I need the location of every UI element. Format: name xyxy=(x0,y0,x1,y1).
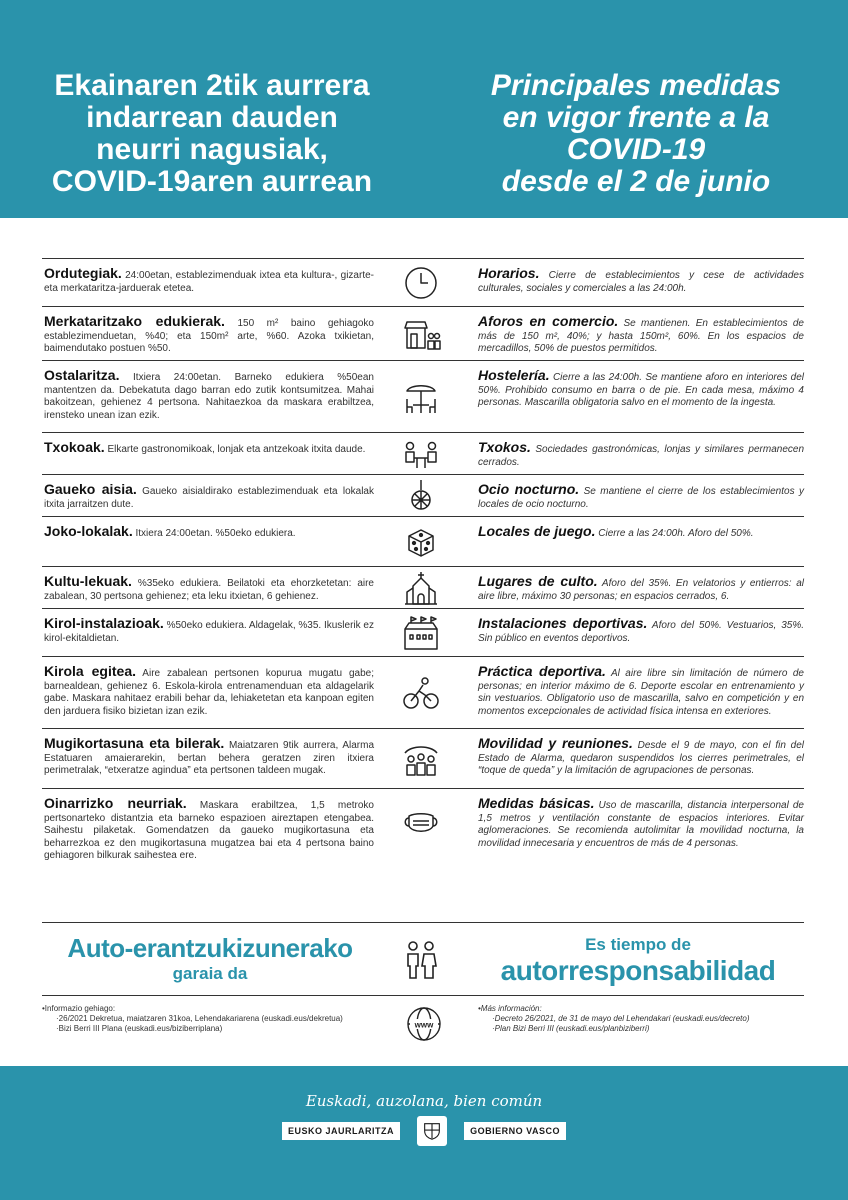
measure-row xyxy=(42,306,804,360)
measure-text: Maskara erabiltzea, 1,5 metroko pertsonarteko distantzia eta barneko espazioen aireztapen etengabea. Saihestu pilaketak. Gomendatzen da gaueko mugikortasuna eta beharrezkoa ez den mugikortasuna mugatzea bai eta 4 pertsona baino gehiagoren bilkurak saihestea ere. xyxy=(44,800,374,861)
measure-row xyxy=(42,788,804,861)
measure-title: Ostalaritza. xyxy=(44,367,120,383)
footer-banner xyxy=(0,1066,848,1200)
globe-www-icon xyxy=(404,1004,444,1044)
more-info-line: ·Bizi Berri III Plana (euskadi.eus/biziberriplana) xyxy=(56,1024,223,1033)
measure-spanish xyxy=(478,665,804,718)
measure-title: Gaueko aisia. xyxy=(44,481,137,497)
self-responsibility-basque: Auto-erantzukizunerako garaia da xyxy=(67,933,353,983)
measure-basque xyxy=(44,369,374,422)
title-spanish: Principales medidas en vigor frente a la COVID-19 desde el 2 de junio xyxy=(490,69,782,198)
measure-basque xyxy=(44,441,374,457)
more-info-line: ·26/2021 Dekretua, maiatzaren 31koa, Lehendakariarena (euskadi.eus/dekretua) xyxy=(56,1014,343,1023)
measures-list xyxy=(42,258,804,861)
measure-spanish xyxy=(478,441,804,469)
group-icon xyxy=(388,729,454,788)
measure-row xyxy=(42,474,804,516)
measure-row xyxy=(42,566,804,608)
measure-text: Aforo del 35%. En velatorios y entierros: al aire libre, máximo 30 personas; en espacios cerrados, 6. xyxy=(478,578,804,602)
dice-icon xyxy=(388,517,454,566)
gov-name-basque: EUSKO JAURLARITZA xyxy=(282,1122,400,1140)
terrace-icon xyxy=(388,361,454,432)
measure-text: Aforo del 50%. Vestuarios, 35%. Sin público en eventos deportivos. xyxy=(478,620,804,644)
measure-spanish xyxy=(478,575,804,603)
measure-title: Kirol-instalazioak. xyxy=(44,615,164,631)
measure-row xyxy=(42,360,804,432)
stadium-icon xyxy=(388,609,454,656)
measure-text: Cierre a las 24:00h. Se mantiene aforo en interiores del 50%. Prohibido consumo en barra o de pie. En cada mesa, máximo 4 personas. Mascarilla obligatoria salvo en el momento de la ingesta. xyxy=(478,372,804,408)
more-info-spanish: •Más información: ·Decreto 26/2021, de 31 de mayo del Lehendakari (euskadi.eus/decreto) ·Plan Bizi Berri III (euskadi.eus/planbiziberri) xyxy=(478,1004,804,1034)
measure-title: Joko-lokalak. xyxy=(44,523,133,539)
two-people-icon xyxy=(388,923,454,995)
measure-spanish xyxy=(478,617,804,645)
coat-of-arms-icon xyxy=(417,1116,447,1146)
slogan: Euskadi, auzolana, bien común xyxy=(305,1092,543,1110)
measure-text: Itxiera 24:00etan. %50eko edukiera. xyxy=(132,528,296,539)
measure-title: Txokoak. xyxy=(44,439,105,455)
measure-title: Movilidad y reuniones. xyxy=(478,735,633,751)
measure-title: Locales de juego. xyxy=(478,523,596,539)
more-info-line: ·Decreto 26/2021, de 31 de mayo del Lehendakari (euskadi.eus/decreto) xyxy=(492,1014,750,1023)
measure-basque xyxy=(44,575,374,603)
measure-title: Merkataritzako edukierak. xyxy=(44,313,225,329)
measure-title: Ocio nocturno. xyxy=(478,481,580,497)
measure-title: Instalaciones deportivas. xyxy=(478,615,648,631)
measure-row xyxy=(42,728,804,788)
cyclist-icon xyxy=(388,657,454,728)
measure-text: 24:00etan, establezimenduak ixtea eta kultura-, gizarte- eta merkataritza-jarduerak etetea. xyxy=(44,270,374,294)
measure-basque xyxy=(44,737,374,778)
measure-basque xyxy=(44,483,374,511)
measure-basque xyxy=(44,797,374,863)
measure-text: Maiatzaren 9tik aurrera, Alarma Estatuaren amaierarekin, bertan behera geratzen ziren itxiera perimetralak, “etxeratze agindua” eta pertsonen taldeen mugak. xyxy=(44,740,374,776)
measure-spanish xyxy=(478,737,804,778)
title-basque: Ekainaren 2tik aurrera indarrean dauden neurri nagusiak, COVID-19aren aurrean xyxy=(51,69,373,198)
svg-text:www: www xyxy=(414,1020,434,1030)
more-info-line: ·Plan Bizi Berri III (euskadi.eus/planbiziberri) xyxy=(492,1024,650,1033)
measure-row xyxy=(42,516,804,566)
measure-text: Al aire libre sin limitación de número de personas; en interior máximo de 6. Deporte escolar en entrenamiento y sin vestuarios. Obligatorio uso de mascarilla, salvo en competición y en momentos excepcionales de actividad física intensa en exteriores. xyxy=(478,668,804,717)
more-info-basque: •Informazio gehiago: ·26/2021 Dekretua, maiatzaren 31koa, Lehendakariarena (euskadi.eus/dekretua) ·Bizi Berri III Plana (euskadi.eus/biziberriplana) xyxy=(42,1004,372,1034)
measure-spanish xyxy=(478,315,804,356)
measure-title: Ordutegiak. xyxy=(44,265,122,281)
measure-title: Horarios. xyxy=(478,265,540,281)
measure-text: 150 m² baino gehiagoko establezimenduetan, %40; eta 150m² arte, %60. Azoka txikietan, baimendutako postuen %50. xyxy=(44,318,374,354)
measure-basque xyxy=(44,267,374,295)
measure-text: Elkarte gastronomikoak, lonjak eta antzekoak itxita daude. xyxy=(104,444,366,455)
measure-text: Gaueko aisialdirako establezimenduak eta lokalak itxita jarraitzen dute. xyxy=(44,486,374,510)
measure-text: Sociedades gastronómicas, lonjas y similares permanecen cerrados. xyxy=(478,444,804,468)
measure-text: %35eko edukiera. Beilatoki eta ehorzketetan: aire zabalean, 30 pertsona gehienez; eta leku itxietan, 6 gehienez. xyxy=(44,578,374,602)
measure-spanish xyxy=(478,525,804,541)
measure-spanish xyxy=(478,797,804,850)
measure-basque xyxy=(44,315,374,356)
table-people-icon xyxy=(388,433,454,474)
disco-ball-icon xyxy=(388,475,454,516)
measure-text: Cierre a las 24:00h. Aforo del 50%. xyxy=(595,528,754,539)
measure-title: Práctica deportiva. xyxy=(478,663,606,679)
measure-title: Lugares de culto. xyxy=(478,573,598,589)
measure-text: Aire zabalean pertsonen kopurua mugatu gabe; barnealdean, gehienez 6. Eskola-kirola entrenamenduan eta aldagelarik gabe. Maskara nahitaez erabili behar da, lehiaketetan eta kanpoan egiten den jarduera fisiko bizietan izan ezik. xyxy=(44,668,374,717)
mask-icon xyxy=(388,789,454,854)
measure-text: Uso de mascarilla, distancia interpersonal de 1,5 metros y ventilación constante de espacios interiores. Evitar aglomeraciones. Se recomienda autolimitar la movilidad nocturna, la movilidad innecesaria y encuentros de más de 4 personas. xyxy=(478,800,804,849)
shop-icon xyxy=(388,307,454,360)
measure-title: Txokos. xyxy=(478,439,531,455)
government-logo xyxy=(282,1120,566,1142)
clock-icon xyxy=(388,259,454,306)
church-icon xyxy=(388,567,454,608)
measure-title: Kultu-lekuak. xyxy=(44,573,132,589)
measure-row xyxy=(42,258,804,306)
self-responsibility-band xyxy=(42,922,804,996)
measure-text: Itxiera 24:00etan. Barneko edukiera %50ean mantentzen da. Debekatuta dago barran edo zutik kontsumitzea. Mahai bakoitzean, gehienez 4 pertsona. Nahitaezkoa da maskara erabiltzea, irensteko unean izan ezik. xyxy=(44,372,374,421)
measure-text: Se mantienen. En establecimientos de más de 150 m², 40%; y hasta 150m², 60%. En los espacios de mercadillos, 50% de puestos permitidos. xyxy=(478,318,804,354)
measure-text: Se mantiene el cierre de los establecimientos y locales de ocio nocturno. xyxy=(478,486,804,510)
header-banner xyxy=(0,0,848,218)
measure-spanish xyxy=(478,369,804,410)
measure-title: Mugikortasuna eta bilerak. xyxy=(44,735,225,751)
measure-text: %50eko edukiera. Aldagelak, %35. Ikuslerik ez kirol-ekitaldietan. xyxy=(44,620,374,644)
measure-basque xyxy=(44,665,374,718)
measure-title: Hostelería. xyxy=(478,367,550,383)
measure-title: Kirola egitea. xyxy=(44,663,136,679)
measure-basque xyxy=(44,525,374,541)
measure-basque xyxy=(44,617,374,645)
measure-spanish xyxy=(478,483,804,511)
measure-text: Cierre de establecimientos y cese de actividades culturales, sociales y comerciales a las 24:00h. xyxy=(478,270,804,294)
measure-title: Aforos en comercio. xyxy=(478,313,619,329)
measure-row xyxy=(42,432,804,474)
measure-row xyxy=(42,656,804,728)
self-responsibility-spanish: Es tiempo de autorresponsabilidad xyxy=(500,935,776,986)
measure-title: Medidas básicas. xyxy=(478,795,595,811)
measure-text: Desde el 9 de mayo, con el fin del Estado de Alarma, quedaron suspendidos los cierres perimetrales, el “toque de queda” y la limitación de agrupaciones de personas. xyxy=(478,740,804,776)
measure-row xyxy=(42,608,804,656)
measure-spanish xyxy=(478,267,804,295)
gov-name-spanish: GOBIERNO VASCO xyxy=(464,1122,566,1140)
measure-title: Oinarrizko neurriak. xyxy=(44,795,187,811)
